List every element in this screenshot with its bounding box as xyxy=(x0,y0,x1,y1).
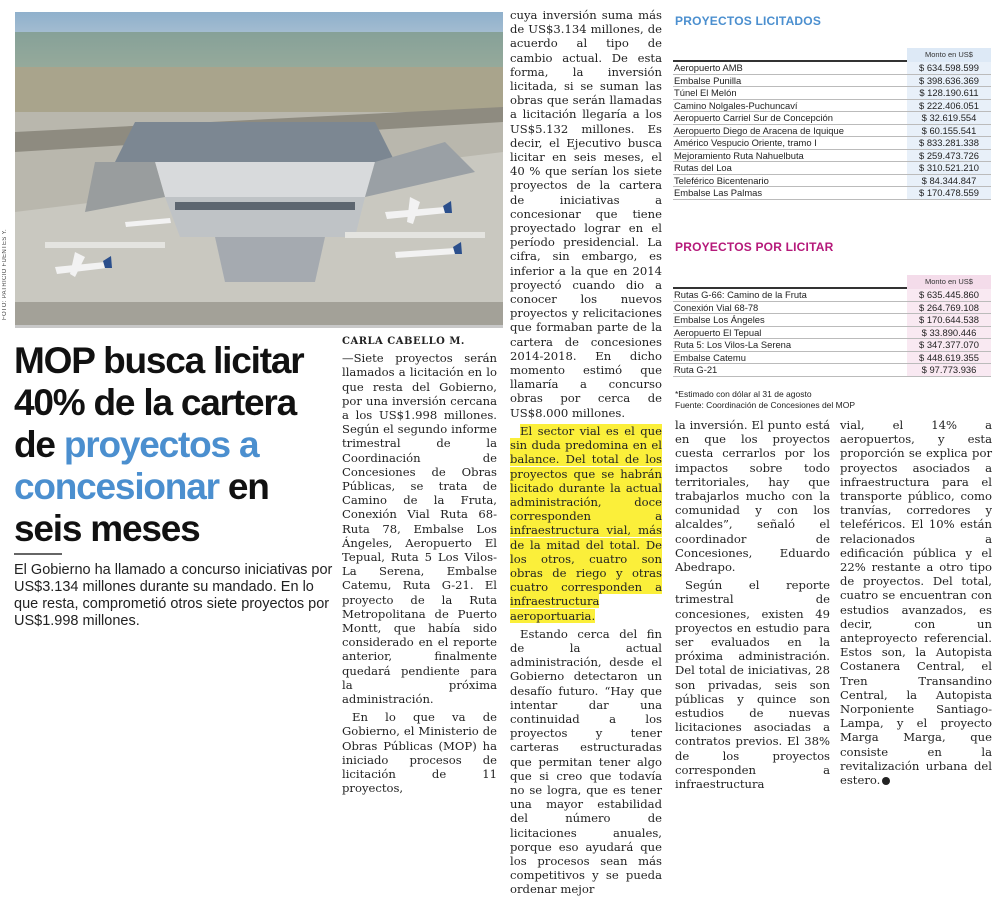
table-row xyxy=(673,162,991,175)
article-paragraph: vial, el 14% a aeropuertos, y esta proporción se explica por proyectos asociados a infraestructura para el transporte público, como tranvías, corredores y teleféricos. El 10% están relacionados a edificación pública y el 22% restante a otro tipo de proyectos. Del total, cuatro se encuentran con estudios avanzados, es decir, con un anteproyecto referencial. Estos son, la Autopista Costanera Central, el Tren Transandino Central, la Autopista Norponiente Santiago-Lampa, y el proyecto Marga Marga, que consiste en la revitalización urbana del estero. xyxy=(840,418,992,788)
project-name: Teleférico Bicentenario xyxy=(674,174,769,186)
project-amount: $ 635.445.860 xyxy=(907,289,991,301)
table-source: Fuente: Coordinación de Concesiones del MOP xyxy=(675,400,856,410)
table-row xyxy=(673,125,991,138)
project-amount: $ 347.377.070 xyxy=(907,339,991,351)
project-name: Embalse Catemu xyxy=(674,351,746,363)
project-name: Ruta 5: Los Vilos-La Serena xyxy=(674,339,792,350)
table-body xyxy=(673,62,991,200)
article-paragraph: cuya inversión suma más de US$3.134 millones, de acuerdo al tipo de cambio actual. De esta forma, la inversión licitada, si se suman las obras que serán llamadas a licitación llegaría a los US$5.132 millones. Es decir, el Ejecutivo busca licitar en seis meses, el 40 % que serían los siete proyectos de la cartera de iniciativas a concesionar que tiene proyectado lograr en el período presidencial. La cifra, sin embargo, es inferior a la que en 2014 proyectó cuando dio a conocer los nuevos proyectos y relicitaciones que formaban parte de la cartera de concesiones 2014-2018. En dicho momento estimó que llamaría a concurso obras por cerca de US$8.000 millones. xyxy=(510,8,662,420)
article-column-3 xyxy=(675,418,830,795)
table-note: *Estimado con dólar al 31 de agosto xyxy=(675,389,812,399)
table-row xyxy=(673,187,991,200)
headline-highlight: proyectos a concesionar xyxy=(14,424,259,507)
article-paragraph: En lo que va de Gobierno, el Ministerio de Obras Públicas (MOP) ha iniciado procesos de licitación de 11 proyectos, xyxy=(342,710,497,796)
article-paragraph: —Siete proyectos serán llamados a licitación en lo que resta del Gobierno, por una inversión cercana a los US$1.998 millones. Según el segundo informe trimestral de la Coordinación de Concesiones de Obras Públicas, se trata de Camino de la Fruta, Conexión Vial Ruta 68-Ruta 78, Embalse Los Ángeles, Aeropuerto El Tepual, Ruta 5 Los Vilos-La Serena, Embalse Catemu, Ruta G-21. El proyecto de la Ruta Metropolitana de Puerto Montt, que había sido considerado en el reporte anterior, finalmente quedará pendiente para la próxima administración. xyxy=(342,351,497,707)
article-column-2 xyxy=(510,8,662,901)
article-paragraph: la inversión. El punto está en que los proyectos cuesta cerrarlos por los impactos sobre todo territoriales, hay que trabajarlos mucho con la comunidad y con los alcaldes”, señaló el coordinador de Concesiones, Eduardo Abedrapo. xyxy=(675,418,830,575)
project-amount: $ 398.636.369 xyxy=(907,75,991,87)
project-name: Aeropuerto Diego de Aracena de Iquique xyxy=(674,124,844,136)
article-column-1 xyxy=(342,335,497,800)
project-name: Camino Nolgales-Puchuncaví xyxy=(674,99,798,111)
airport-aerial-photo xyxy=(15,12,503,325)
project-name: Rutas G-66: Camino de la Fruta xyxy=(674,289,807,300)
project-amount: $ 170.644.538 xyxy=(907,314,991,326)
project-amount: $ 264.769.108 xyxy=(907,302,991,314)
table-row xyxy=(673,339,991,352)
project-name: Ruta G-21 xyxy=(674,364,718,375)
table-row xyxy=(673,112,991,125)
project-amount: $ 259.473.726 xyxy=(907,150,991,162)
project-amount: $ 310.521.210 xyxy=(907,162,991,174)
table-row xyxy=(673,150,991,163)
table-row xyxy=(673,75,991,88)
project-amount: $ 60.155.541 xyxy=(907,125,991,137)
table-row xyxy=(673,327,991,340)
table-row xyxy=(673,62,991,75)
project-name: Aeropuerto AMB xyxy=(674,62,743,73)
headline-part1: MOP busca licitar 40% de la cartera de xyxy=(14,340,304,465)
project-name: Embalse Punilla xyxy=(674,74,742,86)
table-row xyxy=(673,87,991,100)
table-row xyxy=(673,175,991,188)
project-name: Embalse Los Ángeles xyxy=(674,314,765,325)
table-header xyxy=(673,273,991,289)
project-amount: $ 222.406.051 xyxy=(907,100,991,112)
headline xyxy=(14,340,332,550)
table-row xyxy=(673,137,991,150)
amount-header: Monto en US$ xyxy=(907,275,991,289)
headline-part3: en seis meses xyxy=(14,466,269,549)
byline: CARLA CABELLO M. xyxy=(342,336,465,347)
table-row xyxy=(673,352,991,365)
project-name: Aeropuerto Carriel Sur de Concepción xyxy=(674,112,833,123)
article-column-4 xyxy=(840,418,992,791)
project-name: Túnel El Melón xyxy=(674,87,737,98)
project-amount: $ 33.890.446 xyxy=(907,327,991,339)
photo-credit: FOTO: PATRICIO FUENTES Y. xyxy=(2,229,8,320)
table-row xyxy=(673,314,991,327)
project-amount: $ 170.478.559 xyxy=(907,187,991,199)
amount-header: Monto en US$ xyxy=(907,48,991,62)
project-amount: $ 448.619.355 xyxy=(907,352,991,364)
highlighted-paragraph: El sector vial es el que sin duda predomina en el balance. Del total de los proyectos que se habrán licitado durante la actual administración, doce corresponden a infraestructura vial, más de la mitad del total. De los otros, cuatro son obras de riego y otras cuatro corresponden a infraestructura aeroportuaria. xyxy=(510,423,662,623)
project-amount: $ 833.281.338 xyxy=(907,137,991,149)
project-name: Aeropuerto El Tepual xyxy=(674,326,762,338)
project-name: Embalse Las Palmas xyxy=(674,187,763,198)
article-paragraph: Según el reporte trimestral de concesiones, existen 49 proyectos en estudio para ser evaluados en la próxima administración. Del total de iniciativas, 28 son privadas, seis son públicas y quince son estudios de nuevas licitaciones asociadas a contratos previos. El 38% de los proyectos corresponden a infraestructura xyxy=(675,578,830,792)
table-header xyxy=(673,46,991,62)
project-amount: $ 84.344.847 xyxy=(907,175,991,187)
project-amount: $ 32.619.554 xyxy=(907,112,991,124)
project-name: Conexión Vial 68-78 xyxy=(674,301,759,313)
project-amount: $ 128.190.611 xyxy=(907,87,991,99)
lead-rule xyxy=(14,553,62,555)
airport-illustration xyxy=(15,12,503,325)
table-body xyxy=(673,289,991,377)
project-amount: $ 97.773.936 xyxy=(907,364,991,376)
por-licitar-title: PROYECTOS POR LICITAR xyxy=(675,240,834,254)
project-name: Américo Vespucio Oriente, tramo I xyxy=(674,137,817,148)
project-amount: $ 634.598.599 xyxy=(907,62,991,74)
end-of-article-icon xyxy=(882,777,890,785)
licitados-table xyxy=(673,46,991,200)
table-row xyxy=(673,100,991,113)
divider xyxy=(15,325,503,328)
project-name: Rutas del Loa xyxy=(674,162,732,173)
lead-paragraph: El Gobierno ha llamado a concurso iniciativas por US$3.134 millones durante su mandado. En lo que resta, comprometió otros siete proyectos por US$1.998 millones. xyxy=(14,562,333,629)
licitados-title: PROYECTOS LICITADOS xyxy=(675,14,822,28)
table-row xyxy=(673,302,991,315)
article-paragraph: Estando cerca del fin de la actual administración, desde el Gobierno detectaron un desafío futuro. “Hay que intentar dar una continuidad a los proyectos y tener carteras estructuradas que permitan tener algo que si creo que todavía no se logra, que es tener una mayor estabilidad del número de licitaciones anuales, porque eso ayudará que los procesos sean más competitivos y se pueda ordenar mejor xyxy=(510,626,662,897)
table-row xyxy=(673,289,991,302)
table-row xyxy=(673,364,991,377)
project-name: Mejoramiento Ruta Nahuelbuta xyxy=(674,149,804,161)
por-licitar-table xyxy=(673,273,991,377)
